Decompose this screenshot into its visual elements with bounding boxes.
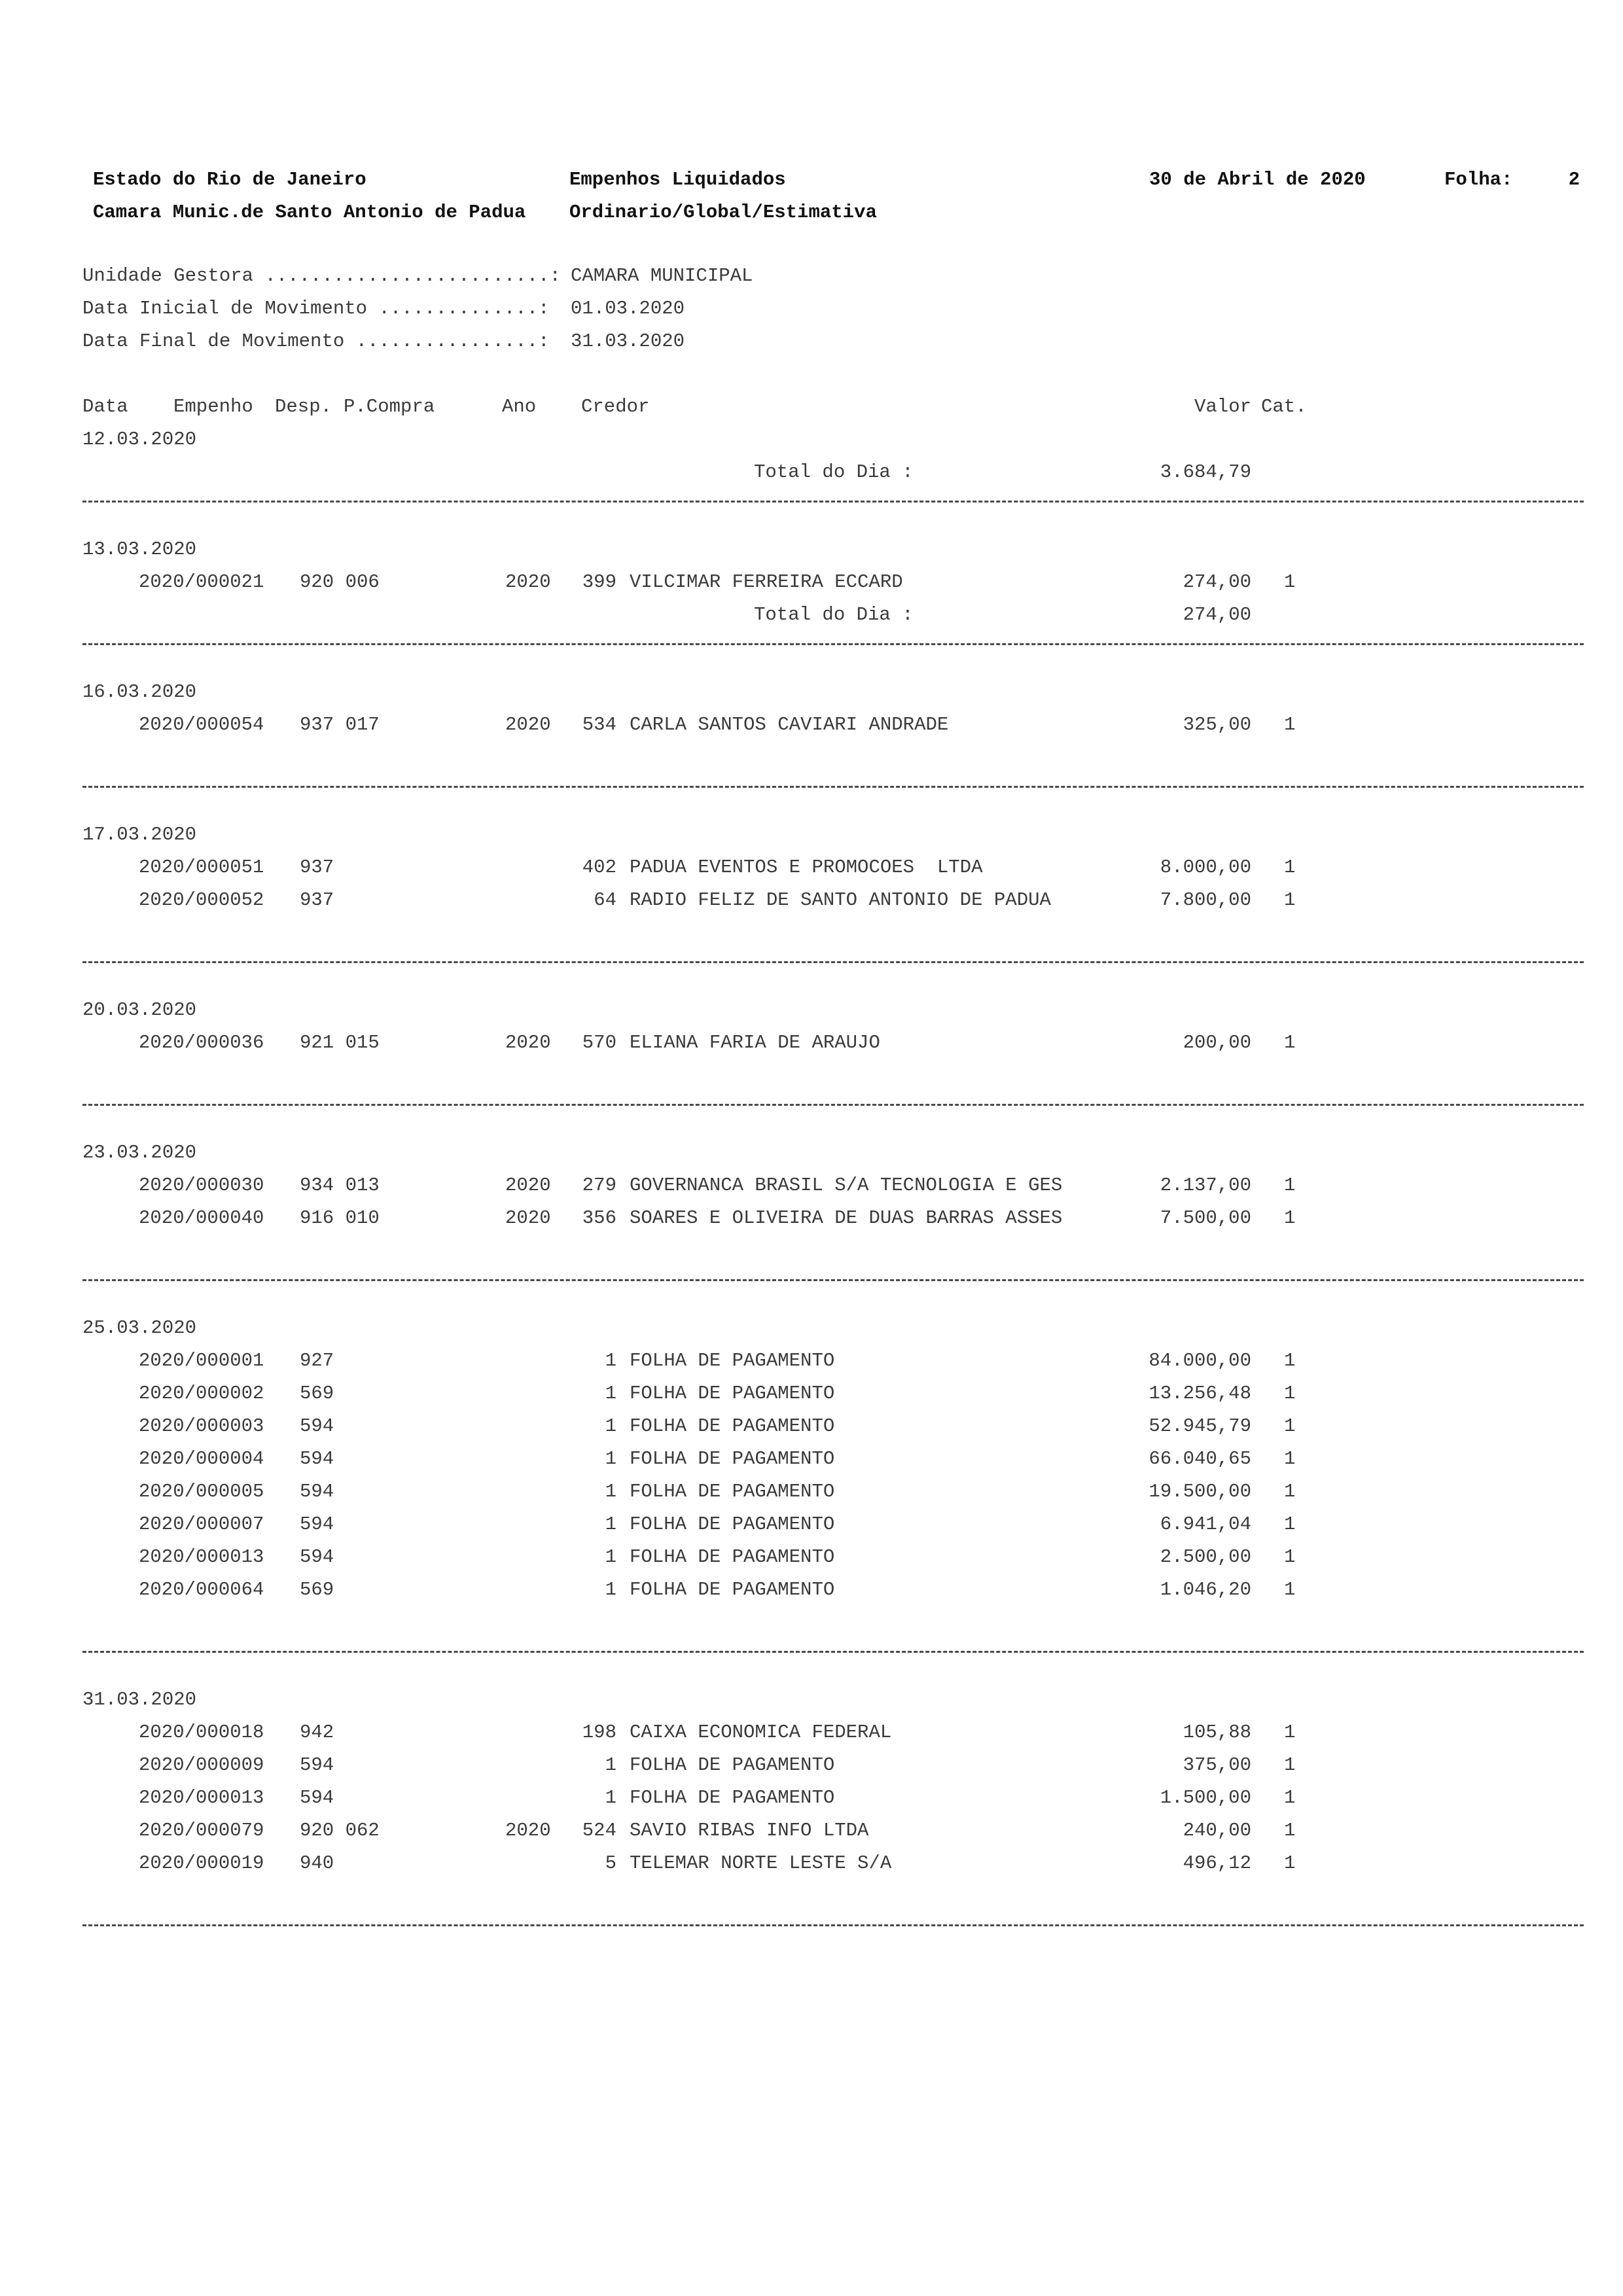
row-credor-name: PADUA EVENTOS E PROMOCOES LTDA	[630, 857, 983, 878]
row-credor-code: 279	[582, 1174, 616, 1196]
row-ano: 2020	[505, 1174, 551, 1196]
unidade-label: Unidade Gestora .........................:	[82, 265, 561, 287]
col-desp: Desp.	[275, 396, 332, 417]
row-cat: 1	[1284, 1852, 1296, 1874]
group-date: 20.03.2020	[82, 999, 197, 1021]
row-credor-name: TELEMAR NORTE LESTE S/A	[630, 1852, 892, 1874]
report-date: 30 de Abril de 2020	[1149, 169, 1366, 190]
row-credor-code: 1	[605, 1415, 616, 1437]
row-credor-name: RADIO FELIZ DE SANTO ANTONIO DE PADUA	[630, 889, 1051, 911]
row-cat: 1	[1284, 1448, 1296, 1470]
row-desp: 920 006	[300, 571, 380, 593]
row-empenho: 2020/000013	[139, 1787, 264, 1809]
folha-number: 2	[1568, 169, 1580, 190]
col-ano: Ano	[502, 396, 537, 417]
row-valor: 8.000,00	[1160, 857, 1251, 878]
total-label: Total do Dia :	[754, 461, 914, 483]
col-valor: Valor	[1194, 396, 1251, 417]
total-label: Total do Dia :	[754, 604, 914, 626]
separator-line	[82, 643, 1584, 645]
row-desp: 594	[300, 1546, 334, 1568]
row-cat: 1	[1284, 1722, 1296, 1743]
row-valor: 325,00	[1183, 714, 1251, 735]
row-credor-name: FOLHA DE PAGAMENTO	[630, 1546, 835, 1568]
folha-label: Folha:	[1444, 169, 1513, 190]
row-desp: 594	[300, 1481, 334, 1502]
group-date: 12.03.2020	[82, 429, 197, 450]
row-empenho: 2020/000007	[139, 1513, 264, 1535]
data-final-label: Data Final de Movimento ................:	[82, 330, 550, 352]
row-cat: 1	[1284, 1820, 1296, 1841]
row-credor-code: 1	[605, 1787, 616, 1809]
row-desp: 594	[300, 1787, 334, 1809]
unidade-value: CAMARA MUNICIPAL	[571, 265, 753, 287]
group-date: 31.03.2020	[82, 1689, 197, 1710]
data-inicial-label: Data Inicial de Movimento ..............:	[82, 298, 550, 319]
row-empenho: 2020/000004	[139, 1448, 264, 1470]
row-empenho: 2020/000054	[139, 714, 264, 735]
row-desp: 594	[300, 1415, 334, 1437]
row-empenho: 2020/000030	[139, 1174, 264, 1196]
row-valor: 105,88	[1183, 1722, 1251, 1743]
row-credor-code: 1	[605, 1579, 616, 1600]
row-desp: 927	[300, 1350, 334, 1371]
row-empenho: 2020/000064	[139, 1579, 264, 1600]
row-empenho: 2020/000003	[139, 1415, 264, 1437]
row-credor-code: 64	[594, 889, 616, 911]
row-desp: 920 062	[300, 1820, 380, 1841]
separator-line	[82, 1924, 1584, 1926]
day-total-value: 3.684,79	[1160, 461, 1251, 483]
row-desp: 916 010	[300, 1207, 380, 1229]
row-credor-name: FOLHA DE PAGAMENTO	[630, 1415, 835, 1437]
group-date: 23.03.2020	[82, 1142, 197, 1163]
row-cat: 1	[1284, 1787, 1296, 1809]
row-empenho: 2020/000005	[139, 1481, 264, 1502]
row-ano: 2020	[505, 1032, 551, 1053]
row-desp: 940	[300, 1852, 334, 1874]
row-credor-name: ELIANA FARIA DE ARAUJO	[630, 1032, 880, 1053]
row-credor-name: VILCIMAR FERREIRA ECCARD	[630, 571, 903, 593]
separator-line	[82, 1104, 1584, 1106]
row-valor: 6.941,04	[1160, 1513, 1251, 1535]
row-valor: 375,00	[1183, 1754, 1251, 1776]
row-ano: 2020	[505, 1207, 551, 1229]
group-date: 25.03.2020	[82, 1317, 197, 1339]
row-desp: 921 015	[300, 1032, 380, 1053]
row-cat: 1	[1284, 889, 1296, 911]
row-empenho: 2020/000019	[139, 1852, 264, 1874]
row-cat: 1	[1284, 571, 1296, 593]
row-valor: 84.000,00	[1149, 1350, 1251, 1371]
row-empenho: 2020/000079	[139, 1820, 264, 1841]
row-credor-code: 570	[582, 1032, 616, 1053]
row-credor-code: 1	[605, 1513, 616, 1535]
row-cat: 1	[1284, 1415, 1296, 1437]
row-valor: 1.500,00	[1160, 1787, 1251, 1809]
row-cat: 1	[1284, 857, 1296, 878]
row-desp: 942	[300, 1722, 334, 1743]
row-credor-name: FOLHA DE PAGAMENTO	[630, 1513, 835, 1535]
row-desp: 934 013	[300, 1174, 380, 1196]
row-valor: 13.256,48	[1149, 1383, 1251, 1404]
row-credor-code: 356	[582, 1207, 616, 1229]
row-valor: 2.500,00	[1160, 1546, 1251, 1568]
row-credor-name: CARLA SANTOS CAVIARI ANDRADE	[630, 714, 949, 735]
row-empenho: 2020/000036	[139, 1032, 264, 1053]
row-desp: 569	[300, 1579, 334, 1600]
row-empenho: 2020/000013	[139, 1546, 264, 1568]
row-valor: 66.040,65	[1149, 1448, 1251, 1470]
data-final-value: 31.03.2020	[571, 330, 685, 352]
data-inicial-value: 01.03.2020	[571, 298, 685, 319]
col-cat: Cat.	[1261, 396, 1307, 417]
row-cat: 1	[1284, 1754, 1296, 1776]
row-credor-code: 524	[582, 1820, 616, 1841]
separator-line	[82, 1651, 1584, 1653]
group-date: 16.03.2020	[82, 681, 197, 703]
day-total-value: 274,00	[1183, 604, 1251, 626]
row-valor: 1.046,20	[1160, 1579, 1251, 1600]
row-credor-name: GOVERNANCA BRASIL S/A TECNOLOGIA E GES	[630, 1174, 1063, 1196]
row-valor: 7.500,00	[1160, 1207, 1251, 1229]
separator-line	[82, 961, 1584, 963]
row-credor-code: 402	[582, 857, 616, 878]
row-credor-code: 399	[582, 571, 616, 593]
row-credor-name: SAVIO RIBAS INFO LTDA	[630, 1820, 869, 1841]
separator-line	[82, 501, 1584, 503]
row-valor: 200,00	[1183, 1032, 1251, 1053]
row-credor-name: FOLHA DE PAGAMENTO	[630, 1481, 835, 1502]
row-desp: 937	[300, 857, 334, 878]
row-cat: 1	[1284, 714, 1296, 735]
row-cat: 1	[1284, 1579, 1296, 1600]
row-ano: 2020	[505, 714, 551, 735]
separator-line	[82, 1279, 1584, 1281]
row-credor-code: 1	[605, 1350, 616, 1371]
row-empenho: 2020/000021	[139, 571, 264, 593]
row-cat: 1	[1284, 1174, 1296, 1196]
row-cat: 1	[1284, 1383, 1296, 1404]
col-credor: Credor	[581, 396, 650, 417]
row-valor: 496,12	[1183, 1852, 1251, 1874]
row-empenho: 2020/000001	[139, 1350, 264, 1371]
row-empenho: 2020/000052	[139, 889, 264, 911]
row-ano: 2020	[505, 1820, 551, 1841]
row-credor-code: 198	[582, 1722, 616, 1743]
row-desp: 569	[300, 1383, 334, 1404]
row-desp: 594	[300, 1754, 334, 1776]
col-pcompra: P.Compra	[344, 396, 435, 417]
row-credor-name: SOARES E OLIVEIRA DE DUAS BARRAS ASSES	[630, 1207, 1063, 1229]
row-credor-code: 1	[605, 1546, 616, 1568]
group-date: 17.03.2020	[82, 824, 197, 845]
row-credor-code: 1	[605, 1448, 616, 1470]
row-credor-code: 1	[605, 1754, 616, 1776]
row-valor: 7.800,00	[1160, 889, 1251, 911]
row-cat: 1	[1284, 1481, 1296, 1502]
state-name: Estado do Rio de Janeiro	[93, 169, 366, 190]
report-title: Empenhos Liquidados	[569, 169, 786, 190]
row-cat: 1	[1284, 1546, 1296, 1568]
row-empenho: 2020/000002	[139, 1383, 264, 1404]
group-date: 13.03.2020	[82, 539, 197, 560]
row-cat: 1	[1284, 1032, 1296, 1053]
row-credor-code: 5	[605, 1852, 616, 1874]
row-credor-name: FOLHA DE PAGAMENTO	[630, 1383, 835, 1404]
row-empenho: 2020/000009	[139, 1754, 264, 1776]
row-credor-name: FOLHA DE PAGAMENTO	[630, 1787, 835, 1809]
col-data: Data	[82, 396, 128, 417]
row-valor: 52.945,79	[1149, 1415, 1251, 1437]
row-valor: 240,00	[1183, 1820, 1251, 1841]
chamber-name: Camara Munic.de Santo Antonio de Padua	[93, 202, 526, 223]
row-valor: 19.500,00	[1149, 1481, 1251, 1502]
row-ano: 2020	[505, 571, 551, 593]
row-desp: 937	[300, 889, 334, 911]
row-credor-name: FOLHA DE PAGAMENTO	[630, 1350, 835, 1371]
row-valor: 274,00	[1183, 571, 1251, 593]
row-cat: 1	[1284, 1207, 1296, 1229]
row-cat: 1	[1284, 1513, 1296, 1535]
row-valor: 2.137,00	[1160, 1174, 1251, 1196]
separator-line	[82, 786, 1584, 788]
row-credor-code: 534	[582, 714, 616, 735]
row-cat: 1	[1284, 1350, 1296, 1371]
row-empenho: 2020/000018	[139, 1722, 264, 1743]
row-credor-name: FOLHA DE PAGAMENTO	[630, 1579, 835, 1600]
row-empenho: 2020/000040	[139, 1207, 264, 1229]
row-credor-name: FOLHA DE PAGAMENTO	[630, 1448, 835, 1470]
row-desp: 937 017	[300, 714, 380, 735]
row-credor-code: 1	[605, 1481, 616, 1502]
row-empenho: 2020/000051	[139, 857, 264, 878]
report-subtitle: Ordinario/Global/Estimativa	[569, 202, 877, 223]
row-credor-code: 1	[605, 1383, 616, 1404]
row-credor-name: FOLHA DE PAGAMENTO	[630, 1754, 835, 1776]
row-credor-name: CAIXA ECONOMICA FEDERAL	[630, 1722, 892, 1743]
row-desp: 594	[300, 1448, 334, 1470]
row-desp: 594	[300, 1513, 334, 1535]
col-empenho: Empenho	[173, 396, 253, 417]
